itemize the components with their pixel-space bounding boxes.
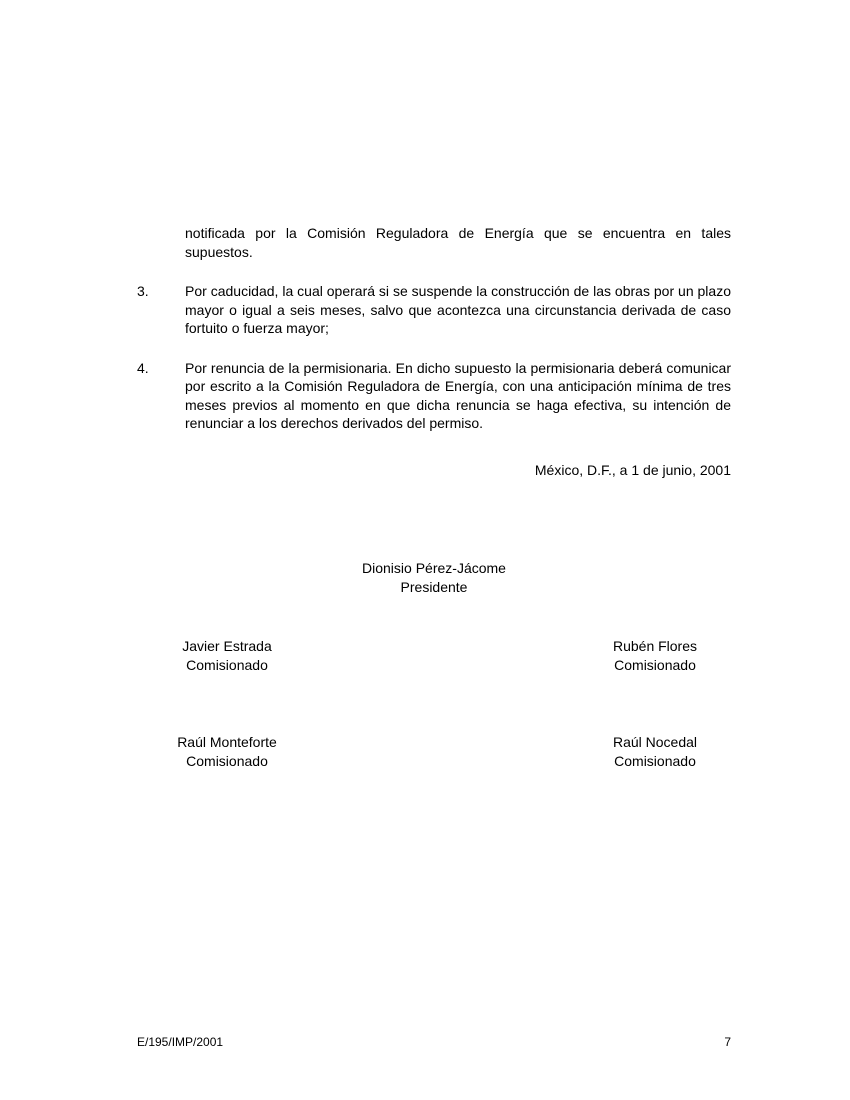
president-title: Presidente [400, 578, 468, 595]
commissioner-name: Raúl Nocedal [612, 734, 698, 750]
president-name: Dionisio Pérez-Jácome [362, 560, 506, 576]
commissioner-signature-block [565, 733, 745, 770]
commissioner-name: Javier Estrada [182, 638, 272, 654]
continuation-paragraph: notificada por la Comisión Reguladora de Energía que se encuentra en tales supuestos. [185, 225, 731, 260]
list-item-3-number: 3. [137, 283, 149, 299]
list-item-4-number: 4. [137, 359, 149, 376]
list-item-3 [137, 282, 731, 338]
commissioner-name: Rubén Flores [612, 638, 698, 654]
president-signature-block [137, 559, 731, 596]
list-item-3-text: Por caducidad, la cual operará si se suspende la construcción de las obras por un plazo mayor o igual a seis meses, salvo que acontezca una circunstancia derivada de caso fortuito o fuerza mayor; [185, 283, 731, 336]
commissioner-name: Raúl Monteforte [177, 734, 277, 750]
document-body [137, 224, 731, 479]
commissioner-title: Comisionado [614, 752, 696, 769]
commissioner-title: Comisionado [186, 752, 268, 769]
dateline: México, D.F., a 1 de junio, 2001 [534, 461, 731, 478]
document-reference: E/195/IMP/2001 [137, 1035, 224, 1049]
commissioner-signature-block [137, 733, 317, 770]
list-item-4 [137, 359, 731, 433]
list-item-4-text: Por renuncia de la permisionaria. En dicho supuesto la permisionaria deberá comunicar por escrito a la Comisión Reguladora de Energía, con una anticipación mínima de tres meses previos al momento en que dicha renuncia se haga efectiva, su intención de renunciar a los derechos derivados del permiso. [185, 359, 731, 431]
page-number: 7 [724, 1035, 731, 1049]
page-footer [137, 1035, 731, 1050]
commissioner-signature-block [565, 637, 745, 674]
commissioner-title: Comisionado [614, 656, 696, 673]
commissioner-title: Comisionado [186, 656, 268, 673]
commissioner-signature-block [137, 637, 317, 674]
